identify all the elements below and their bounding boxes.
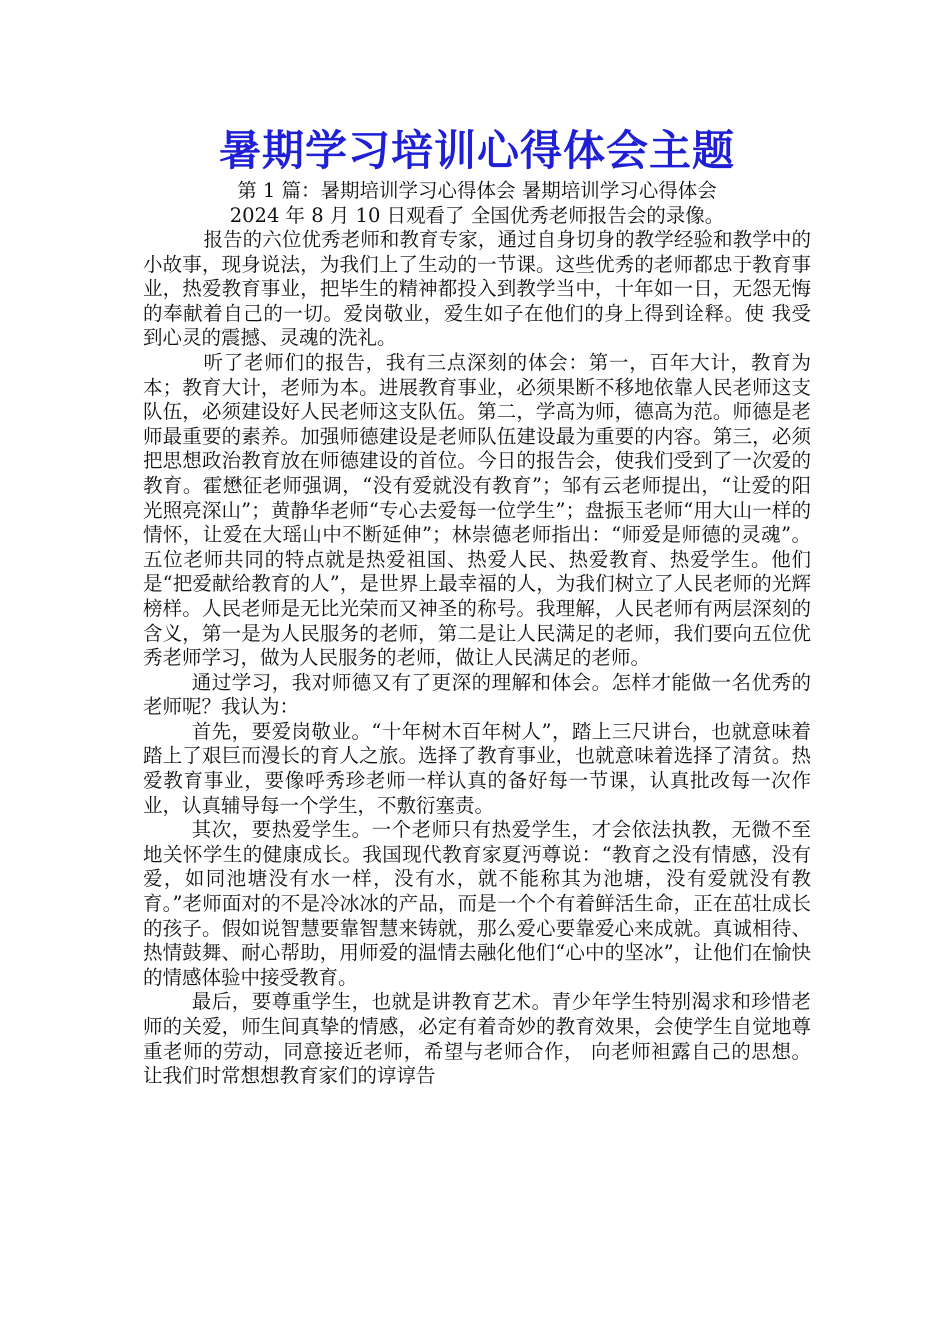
date-line: 2024 年 8 月 10 日观看了 全国优秀老师报告会的录像。 — [229, 204, 725, 227]
paragraph-2: 听了老师们的报告，我有三点深刻的体会：第一，百年大计，教育为本；教育大计，老师为本。进展教育事业，必须果断不移地依靠人民老师这支队伍，必须建设好人民老师这支队伍。第二，学高为师，德高为范。师德是老师最重要的素养。加强师德建设是老师队伍建设最为重要的内容。第三，必须把思想政治教育放在师德建设的首位。今日的报告会，使我们受到了一次爱的教育。霍懋征老师强调，“没有爱就没有教育”；邹有云老师提出，“让爱的阳光照亮深山”；黄静华老师“专心去爱每一位学生”；盘振玉老师“用大山一样的情怀，让爱在大瑶山中不断延伸”；林崇德老师指出：“师爱是师德的灵魂”。五位老师共同的特点就是热爱祖国、热爱人民、热爱教育、热爱学生。他们是“把爱献给教育的人”，是世界上最幸福的人，为我们树立了人民老师的光辉榜样。人民老师是无比光荣而又神圣的称号。我理解，人民老师有两层深刻的含义，第一是为人民服务的老师，第二是让人民满足的老师，我们要向五位优秀老师学习，做为人民服务的老师，做让人民满足的老师。 — [143, 350, 811, 670]
document-title: 暑期学习培训心得体会主题 — [218, 126, 735, 175]
paragraph-5: 其次，要热爱学生。一个老师只有热爱学生，才会依法执教，无微不至地关怀学生的健康成长。我国现代教育家夏沔尊说：“教育之没有情感，没有爱，如同池塘没有水一样，没有水，就不能称其为池塘，没有爱就没有教育。”老师面对的不是冷冰冰的产品，而是一个个有着鲜活生命，正在茁壮成长的孩子。假如说智慧要靠智慧来铸就，那么爱心要靠爱心来成就。真诚相待、热情鼓舞、耐心帮助，用师爱的温情去融化他们“心中的坚冰”，让他们在愉快的情感体验中接受教育。 — [143, 818, 811, 989]
paragraph-3: 通过学习，我对师德又有了更深的理解和体会。怎样才能做一名优秀的老师呢？我认为： — [143, 670, 811, 719]
paragraph-6: 最后，要尊重学生，也就是讲教育艺术。青少年学生特别渴求和珍惜老师的关爱，师生间真挚的情感，必定有着奇妙的教育效果，会使学生自觉地尊重老师的劳动，同意接近老师，希望与老师合作， 向老师袒露自己的思想。让我们时常想想教育家们的谆谆告 — [143, 990, 811, 1088]
paragraph-4: 首先，要爱岗敬业。“十年树木百年树人”，踏上三尺讲台，也就意味着踏上了艰巨而漫长的育人之旅。选择了教育事业，也就意味着选择了清贫。热爱教育事业，要像呼秀珍老师一样认真的备好每一节课，认真批改每一次作业，认真辅导每一个学生，不敷衍塞责。 — [143, 719, 811, 817]
article-subtitle: 第 1 篇：暑期培训学习心得体会 暑期培训学习心得体会 — [237, 179, 717, 202]
paragraph-1: 报告的六位优秀老师和教育专家，通过自身切身的教学经验和教学中的小故事，现身说法，为我们上了生动的一节课。这些优秀的老师都忠于教育事业，热爱教育事业，把毕生的精神都投入到教学当中，十年如一日，无怨无悔的奉献着自己的一切。爱岗敬业，爱生如子在他们的身上得到诠释。使 我受到心灵的震撼、灵魂的洗礼。 — [143, 228, 811, 350]
document-page — [143, 122, 811, 1089]
